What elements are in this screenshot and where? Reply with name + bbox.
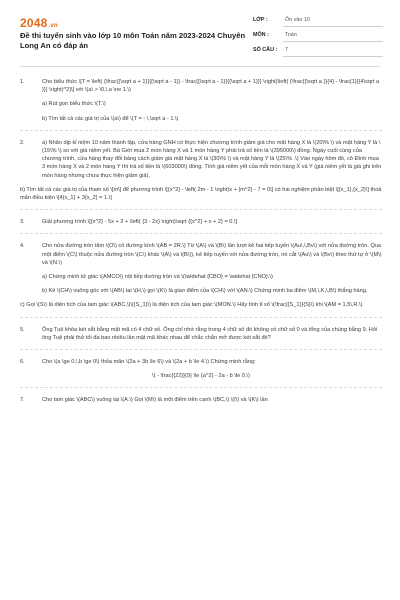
meta-label: SỐ CÂU :: [253, 47, 278, 53]
meta-underline: [283, 41, 383, 42]
meta-row-subject: [253, 29, 383, 44]
question-part: b) Kẻ \(CH\) vuông góc với \(AB\) tại \(H,\) gọi \(K\) là giao điểm của \(CH\) với \(AN.\) Chứng minh ba điểm \(M,\,K,\,B\) thẳng hàng.: [42, 288, 368, 295]
question-4: [20, 242, 382, 309]
meta-underline: [283, 26, 383, 27]
question-text: a) Nhân dịp kỉ niệm 10 năm thành lập, cửa hàng GNH có thực hiện chương trình giảm giá cho mặt hàng X là \(20\% \) và mặt hàng Y là \(15\% \) so với giá niêm yết. Bà Giới mua 2 món hàng X và 1 món hàng Y phải trả số tiền là \(395000\) đồng. Ngày cuối cùng của chương trình, cửa hàng thay đổi bảng cách giảm giá mặt hàng X là \(30\% \) và mặt hàng Y là \(25\% .\) Vào ngày hôm đó, cô Đình mua 3 món hàng X và 2 món hàng Y thì trả số tiền là \(603000\) đồng. Tính giá niêm yết của mỗi món hàng X và Y (giá niêm yết là giá ghi trên món hàng nhưng chưa thực hiện giảm giá).: [42, 139, 382, 179]
logo-tld: .vn: [48, 23, 58, 29]
question-text: Ông Tuệ khóa két sắt bằng mật mã có 4 chữ số. Ông chỉ nhớ rằng trong 4 chữ số đó không có chữ số 0 và tổng của chúng bằng 9. Hỏi ông Tuệ phải thử tối đa bao nhiêu lần mật mã khác nhau để chắc chắn mở được két sắt đó?: [42, 326, 378, 341]
question-7: [20, 396, 382, 404]
question-text: Cho nửa đường tròn tâm \(O\) có đường kính \(AB = 2R.\) Từ \(A\) và \(B\) lần lượt kẻ hai tiếp tuyến \(Au\,\,Bv\) với nửa đường tròn. Qua một điểm \(C\) thuộc nửa đường tròn \(C\) khác \(A\) và \(B\)), kẻ tiếp tuyến với nửa đường tròn, nó cắt \(Au\) và \(Bv\) theo thứ tự ở \(M\) và \(N.\): [42, 243, 382, 266]
question-6: [20, 358, 382, 380]
meta-label: LỚP :: [253, 17, 268, 23]
question-number: 5.: [20, 326, 25, 333]
document-meta: [253, 14, 383, 59]
meta-row-class: [253, 14, 383, 29]
question-part: a) Chứng minh tứ giác \(AMCO\) nội tiếp đường tròn và \(\widehat {CBO} = \widehat {CNO}.\): [42, 274, 273, 281]
question-number: 4.: [20, 243, 25, 250]
question-text: Cho \(a \ge 0,\,b \ge 0\) thỏa mãn \(2a + 3b \le 6\) và \(2a + b \le 4.\) Chứng minh rằng:: [42, 359, 256, 366]
question-number: 6.: [20, 359, 25, 366]
meta-underline: [283, 56, 383, 57]
question-text: Cho biểu thức \[T = \left( {\frac{{\sqrt a + 1}}{{\sqrt a - 1}} - \frac{{\sqrt a - 1}}{{\sqrt a + 1}}} \right)\left( {\frac{{\sqrt a }}{4} - \frac{1}{{4\sqrt a }}} \right)^2}\] với \(a\ > \0,\,a \ne 1.\): [42, 79, 380, 94]
meta-value: 7: [285, 47, 288, 53]
question-text: Cho tam giác \(ABC\) vuông tại \(A.\) Gọi \(M\) là một điểm trên cạnh \(BC,\) \(I\) và \(K\) lần: [42, 397, 268, 404]
question-number: 2.: [20, 139, 25, 146]
question-divider: [20, 349, 382, 350]
site-logo[interactable]: [20, 16, 58, 30]
question-formula: \( - \frac{{22}}{9} \le {a^2} - 2a - b \le 0.\): [152, 373, 250, 380]
question-divider: [20, 130, 382, 131]
question-5: [20, 326, 382, 342]
question-part: c) Gọi \(S\) là diện tích của tam giác \(ABC,\)\({S_1}\) là diện tích của tam giác \(MON.\) Hãy tính tỉ số \(\frac{{S_1}}{S}\) khi \(AM = 1,5\,R.\): [20, 302, 363, 309]
question-part: b) Tìm tất cả các giá trị của \(a\) để \(T = - \,\sqrt a - 1.\): [42, 115, 179, 122]
meta-row-count: [253, 44, 383, 59]
meta-label: MÔN :: [253, 32, 269, 38]
question-part: a) Rút gọn biểu thức \(T.\): [42, 101, 106, 108]
document-header: [0, 0, 400, 62]
question-3: [20, 218, 382, 226]
question-number: 3.: [20, 219, 25, 226]
question-divider: [20, 233, 382, 234]
logo-text: 2048: [20, 16, 48, 30]
meta-value: Ôn vào 10: [285, 17, 310, 23]
question-divider: [20, 387, 382, 388]
document-title: Đề thi tuyển sinh vào lớp 10 môn Toán năm 2023-2024 Chuyên Long An có đáp án: [20, 31, 246, 50]
meta-value: Toán: [285, 32, 297, 38]
question-2: [20, 139, 382, 202]
question-divider: [20, 209, 382, 210]
question-number: 1.: [20, 79, 25, 85]
question-part: b) Tìm tất cả các giá trị của tham số \[m\] để phương trình \[{x^2} - \left( 2m - 1 \right)x + {m^2} - 7 = 0\] có hai nghiệm phân biệt \[{x_1},{x_2}\] thoả mãn điều kiện \[4{x_1} + 3{x_2} = 1.\]: [20, 186, 382, 202]
question-text: Giải phương trình \[{x^2} - 5x + 2 + \left( {3 - 2x} \right)\sqrt {{x^2} + x + 2} = 0.\]: [42, 219, 238, 226]
header-divider: [20, 66, 380, 67]
question-number: 7.: [20, 397, 25, 404]
question-1: [20, 78, 382, 123]
question-list: [20, 78, 382, 405]
question-divider: [20, 317, 382, 318]
